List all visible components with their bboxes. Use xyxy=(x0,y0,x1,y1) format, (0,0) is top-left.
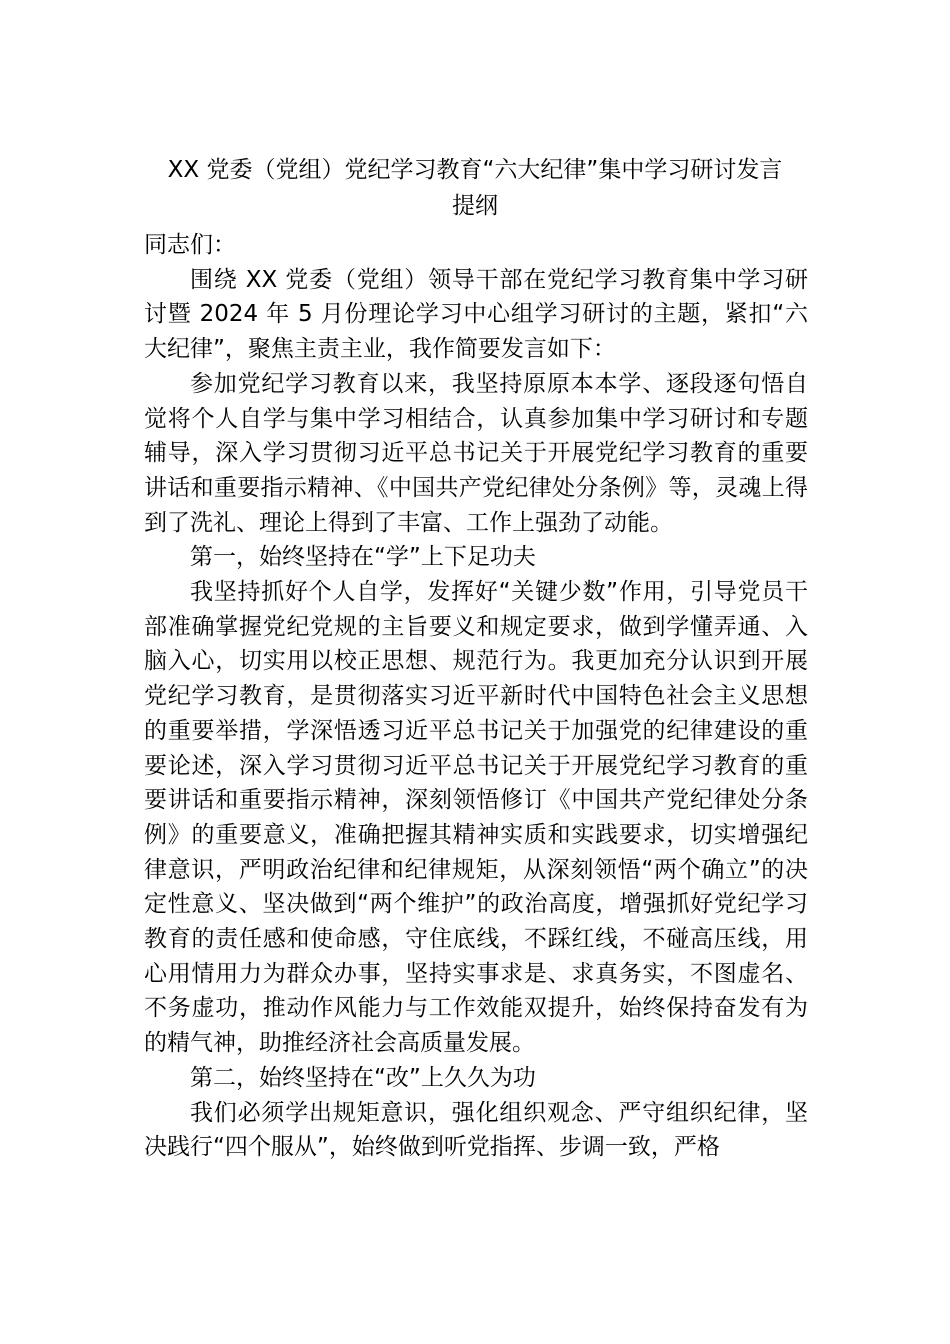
section-2-heading: 第二，始终坚持在“改”上久久为功 xyxy=(190,1064,536,1091)
intro-paragraph: 围绕 XX 党委（党组）领导干部在党纪学习教育集中学习研讨暨 2024 年 5 月份理论学习中心组学习研讨的主题，紧扣“六大纪律”，聚焦主责主业，我作简要发言如下： xyxy=(144,266,808,363)
title-line-2: 提纲 xyxy=(452,193,498,219)
study-summary-paragraph: 参加党纪学习教育以来，我坚持原原本本学、逐段逐句悟自觉将个人自学与集中学习相结合，认真参加集中学习研讨和专题辅导，深入学习贯彻习近平总书记关于开展党纪学习教育的重要讲话和重要指示精神、《中国共产党纪律处分条例》等，灵魂上得到了洗礼、理论上得到了丰富、工作上强劲了动能。 xyxy=(144,370,808,536)
document-title xyxy=(120,152,830,224)
document-body xyxy=(144,228,808,1165)
title-line-1: XX 党委（党组）党纪学习教育“六大纪律”集中学习研讨发言 xyxy=(167,157,783,183)
section-1-paragraph: 我坚持抓好个人自学，发挥好“关键少数”作用，引导党员干部准确掌握党纪党规的主旨要义和规定要求，做到学懂弄通、入脑入心，切实用以校正思想、规范行为。我更加充分认识到开展党纪学习教育，是贯彻落实习近平新时代中国特色社会主义思想的重要举措，学深悟透习近平总书记关于加强党的纪律建设的重要论述，深入学习贯彻习近平总书记关于开展党纪学习教育的重要讲话和重要指示精神，深刻领悟修订《中国共产党纪律处分条例》的重要意义，准确把握其精神实质和实践要求，切实增强纪律意识，严明政治纪律和纪律规矩，从深刻领悟“两个确立”的决定性意义、坚决做到“两个维护”的政治高度，增强抓好党纪学习教育的责任感和使命感，守住底线，不踩红线，不碰高压线，用心用情用力为群众办事，坚持实事求是、求真务实，不图虚名、不务虚功，推动作风能力与工作效能双提升，始终保持奋发有为的精气神，助推经济社会高质量发展。 xyxy=(144,579,808,1057)
section-2-paragraph: 我们必须学出规矩意识，强化组织观念、严守组织纪律，坚决践行“四个服从”，始终做到听党指挥、步调一致，严格 xyxy=(144,1099,808,1161)
section-1-heading: 第一，始终坚持在“学”上下足功夫 xyxy=(190,544,536,571)
salutation: 同志们： xyxy=(144,232,236,258)
